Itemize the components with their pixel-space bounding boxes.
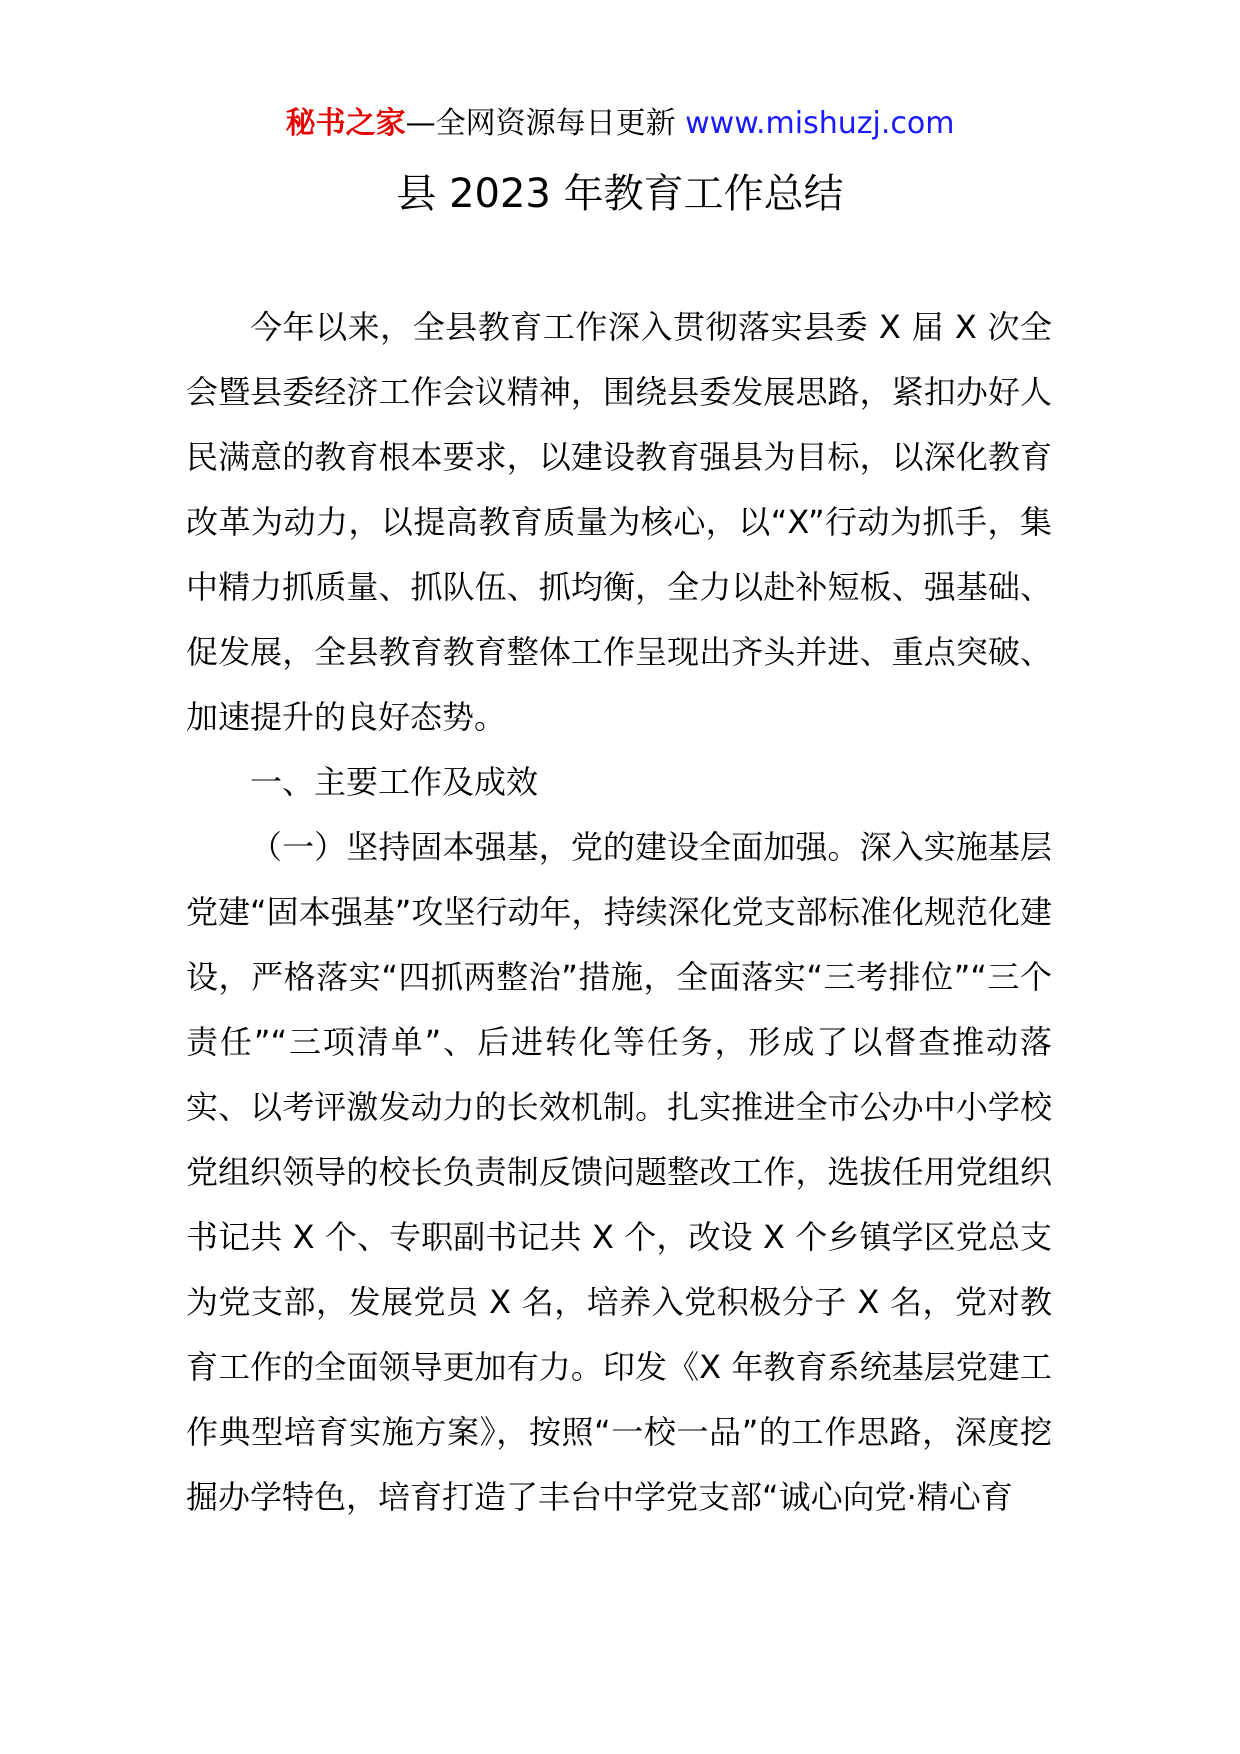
watermark-header — [0, 102, 1240, 146]
document-body — [186, 295, 1052, 1530]
body-paragraph: （一）坚持固本强基，党的建设全面加强。深入实施基层党建“固本强基”攻坚行动年，持续深化党支部标准化规范化建设，严格落实“四抓两整治”措施，全面落实“三考排位”“三个责任”“三项清单”、后进转化等任务，形成了以督查推动落实、以考评激发动力的长效机制。扎实推进全市公办中小学校党组织领导的校长负责制反馈问题整改工作，选拔任用党组织书记共 X 个、专职副书记共 X 个，改设 X 个乡镇学区党总支为党支部，发展党员 X 名，培养入党积极分子 X 名，党对教育工作的全面领导更加有力。印发《X 年教育系统基层党建工作典型培育实施方案》，按照“一校一品”的工作思路，深度挖掘办学特色，培育打造了丰台中学党支部“诚心向党·精心育 — [186, 828, 1052, 1516]
section-heading: 一、主要工作及成效 — [250, 763, 539, 801]
intro-paragraph: 今年以来，全县教育工作深入贯彻落实县委 X 届 X 次全会暨县委经济工作会议精神，围绕县委发展思路，紧扣办好人民满意的教育根本要求，以建设教育强县为目标，以深化教育改革为动力，以提高教育质量为核心，以“X”行动为抓手，集中精力抓质量、抓队伍、抓均衡，全力以赴补短板、强基础、促发展，全县教育教育整体工作呈现出齐头并进、重点突破、加速提升的良好态势。 — [186, 308, 1052, 736]
site-url-link[interactable]: www.mishuzj.com — [685, 106, 955, 141]
header-tagline: —全网资源每日更新 — [405, 106, 676, 141]
brand-name: 秘书之家 — [285, 106, 406, 141]
document-title: 县 2023 年教育工作总结 — [396, 171, 844, 217]
